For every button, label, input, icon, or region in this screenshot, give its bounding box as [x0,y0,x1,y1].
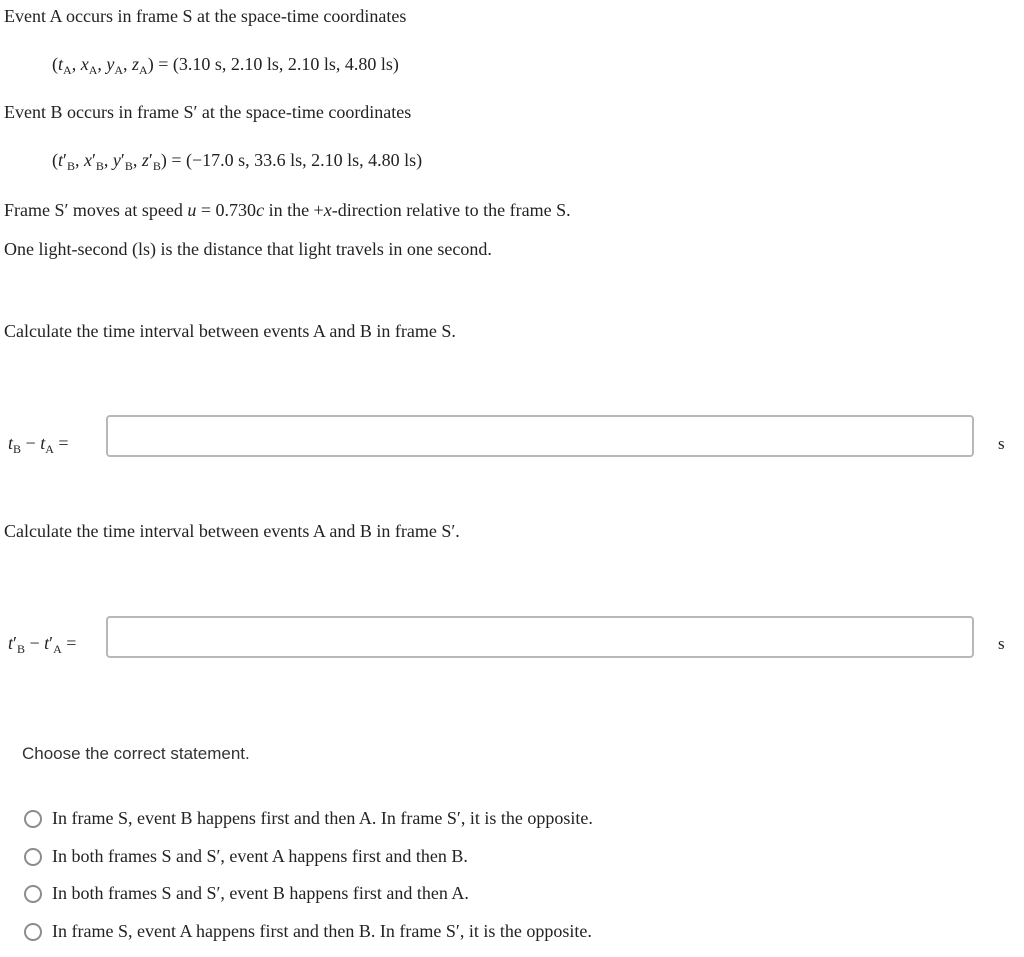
time-interval-s-input[interactable] [106,415,974,457]
frame-speed-text-3: -direction relative to the frame S. [331,200,571,220]
option-label: In frame S, event A happens first and then B. In frame S′, it is the opposite. [52,921,592,941]
light-second-definition: One light-second (ls) is the distance that light travels in one second. [4,239,492,259]
radio-button[interactable] [24,923,42,941]
question-2-prompt: Calculate the time interval between events A and B in frame S′. [4,521,460,541]
question-1-prompt: Calculate the time interval between events A and B in frame S. [4,321,456,341]
question-2-label: $t'_B - t'_A$ = [8,633,77,656]
event-a-coordinates [52,54,399,75]
event-b-coordinates [52,150,422,171]
option-both-b-first[interactable] [24,883,469,904]
question-1-label: $t_B - t_A$ = [8,433,69,456]
option-both-a-first[interactable] [24,846,468,867]
radio-button[interactable] [24,810,42,828]
radio-button[interactable] [24,848,42,866]
frame-speed-statement: Frame S′ moves at speed u = 0.730c in the +x-direction relative to the frame S. [4,200,571,220]
frame-speed-value: = 0.730 [200,200,257,220]
radio-button[interactable] [24,885,42,903]
event-b-tuple: ($t'_B$, $x'_B$, $y'_B$, $z'_B$) [52,150,167,173]
option-label: In frame S, event B happens first and then A. In frame S′, it is the opposite. [52,808,593,828]
time-interval-s-prime-input[interactable] [106,616,974,658]
question-2-unit: s [998,634,1005,653]
frame-speed-text-1: Frame S′ moves at speed [4,200,188,220]
option-a-first-then-opposite[interactable] [24,921,592,942]
event-a-description: Event A occurs in frame S at the space-time coordinates [4,6,407,26]
option-label: In both frames S and S′, event A happens first and then B. [52,846,468,866]
frame-speed-text-2: in the + [264,200,324,220]
question-1-unit: s [998,434,1005,453]
event-a-tuple: ($t_A$, $x_A$, $y_A$, $z_A$) [52,54,154,77]
event-a-values: = (3.10 s, 2.10 ls, 2.10 ls, 4.80 ls) [158,54,399,74]
event-b-description: Event B occurs in frame S′ at the space-time coordinates [4,102,412,122]
option-b-first-then-opposite[interactable] [24,808,593,829]
question-3-prompt: Choose the correct statement. [22,744,250,763]
option-label: In both frames S and S′, event B happens first and then A. [52,883,469,903]
event-b-values: = (−17.0 s, 33.6 ls, 2.10 ls, 4.80 ls) [171,150,423,170]
